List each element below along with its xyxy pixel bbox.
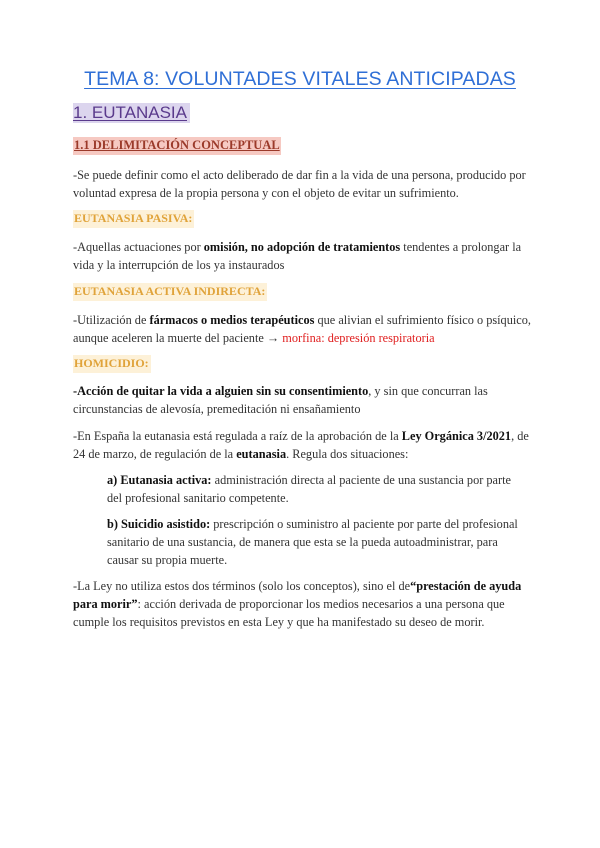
passive-bold: omisión, no adopción de tratamientos [203,240,401,254]
homicide-paragraph [73,382,533,418]
morphine-note: morfina: depresión respiratoria [279,331,435,345]
active-indirect-suffix: que alivian el sufrimiento físico o psíquico, aunque aceleren la muerte del paciente [73,313,531,345]
active-indirect-bold: fármacos o medios terapéuticos [149,313,315,327]
closing-suffix: : acción derivada de proporcionar los medios necesarios a una persona que cumple los requisitos previstos en esta Ley y que ha manifestado su deseo de morir. [73,597,505,629]
passive-suffix: tendentes a prolongar la vida y la interrupción de los ya instaurados [73,240,522,272]
situation-b-text: prescripción o suministro al paciente por parte del profesional sanitario de una sustancia, de manera que esta se la pueda autoadministrar, para causar su propia muerte. [107,517,518,567]
definition-paragraph: -Se puede definir como el acto deliberado de dar fin a la vida de una persona, producido por voluntad expresa de la propia persona y con el objeto de evitar un sufrimiento. [73,168,526,200]
homicide-label: HOMICIDIO: [73,355,151,373]
subsection-heading: 1.1 DELIMITACIÓN CONCEPTUAL [73,137,281,155]
homicide-suffix: , y sin que concurran las circunstancias de alevosía, premeditación ni ensañamiento [73,384,488,416]
situation-b-bold: b) Suicidio asistido: [107,517,211,531]
situation-a-text: administración directa al paciente de una sustancia por parte del profesional sanitario competente. [107,473,511,505]
situation-a-paragraph [107,471,529,507]
law-name: Ley Orgánica 3/2021 [401,429,512,443]
situation-b-paragraph [107,515,529,569]
active-indirect-prefix: -Utilización de [73,313,150,327]
law-paragraph [73,427,533,463]
law-suffix: . Regula dos situaciones: [286,447,409,461]
passive-prefix: -Aquellas actuaciones por [73,240,204,254]
closing-prefix: -La Ley no utiliza estos dos términos (solo los conceptos), sino el de [73,579,411,593]
section-heading: 1. EUTANASIA [73,103,190,123]
active-indirect-paragraph [73,311,533,347]
document-title: TEMA 8: VOLUNTADES VITALES ANTICIPADAS [84,68,516,90]
arrow-glyph: → [266,331,280,345]
active-indirect-label: EUTANASIA ACTIVA INDIRECTA: [73,283,267,301]
closing-bold: “prestación de ayuda para morir” [73,579,522,611]
closing-paragraph [73,577,533,631]
law-middle: , de 24 de marzo, de regulación de la [73,429,529,461]
passive-euthanasia-paragraph [73,238,533,274]
law-term: eutanasia [236,447,287,461]
law-prefix: -En España la eutanasia está regulada a raíz de la aprobación de la [73,429,402,443]
homicide-bold: -Acción de quitar la vida a alguien sin su consentimiento [73,384,369,398]
situation-a-bold: a) Eutanasia activa: [107,473,212,487]
passive-euthanasia-label: EUTANASIA PASIVA: [73,210,194,228]
